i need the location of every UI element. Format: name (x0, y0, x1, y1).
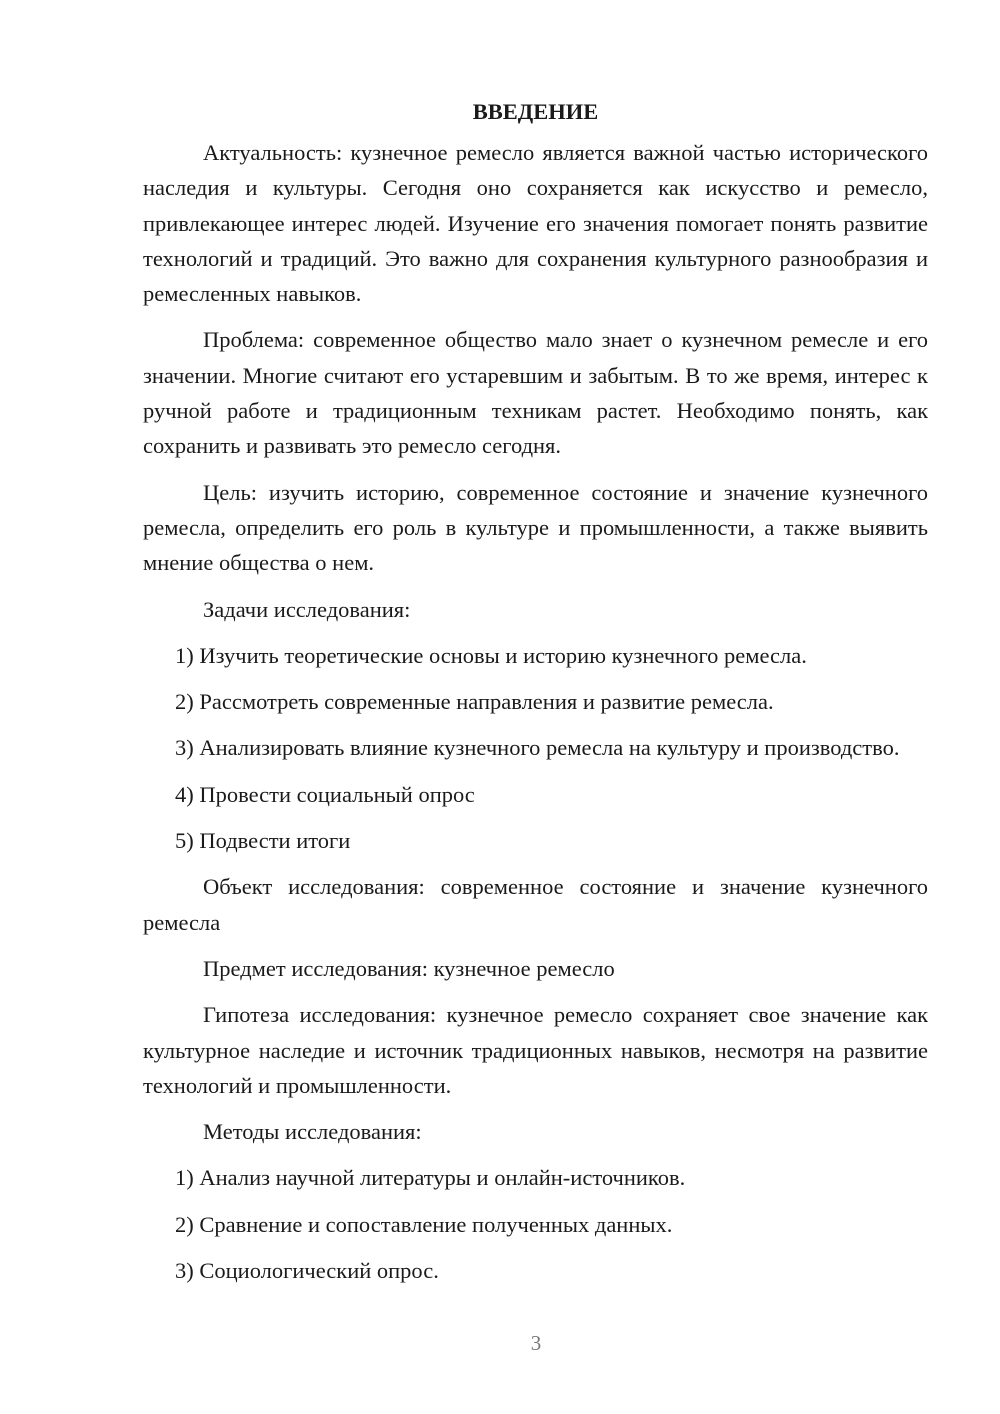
list-item: 3) Социологический опрос. (175, 1258, 439, 1284)
paragraph-object: Объект исследования: современное состояние и значение кузнечного ремесла (143, 874, 928, 935)
paragraph-tasks-heading: Задачи исследования: (203, 596, 411, 622)
paragraph-subject: Предмет исследования: кузнечное ремесло (203, 955, 615, 981)
paragraph-methods-heading: Методы исследования: (203, 1119, 422, 1145)
paragraph-goal: Цель: изучить историю, современное состояние и значение кузнечного ремесла, определить его роль в культуре и промышленности, а также выявить мнение общества о нем. (143, 479, 928, 576)
page-title: ВВЕДЕНИЕ (472, 99, 599, 124)
paragraph-hypothesis: Гипотеза исследования: кузнечное ремесло сохраняет свое значение как культурное наследие и источник традиционных навыков, несмотря на развитие технологий и промышленности. (143, 1002, 928, 1098)
list-item: 2) Сравнение и сопоставление полученных данных. (175, 1211, 673, 1237)
page-number: 3 (530, 1331, 542, 1355)
list-item: 1) Анализ научной литературы и онлайн-источников. (175, 1165, 686, 1191)
paragraph-problem: Проблема: современное общество мало знает о кузнечном ремесле и его значении. Многие считают его устаревшим и забытым. В то же время, интерес к ручной работе и традиционным техникам растет. Необходимо понять, как сохранить и развивать это ремесло сегодня. (143, 327, 928, 459)
list-item: 5) Подвести итоги (175, 828, 351, 854)
list-item: 2) Рассмотреть современные направления и развитие ремесла. (175, 689, 774, 715)
list-item: 1) Изучить теоретические основы и историю кузнечного ремесла. (175, 642, 807, 668)
list-item: 4) Провести социальный опрос (175, 781, 475, 807)
paragraph-relevance: Актуальность: кузнечное ремесло является важной частью исторического наследия и культуры. Сегодня оно сохраняется как искусство и ремесло, привлекающее интерес людей. Изучение его значения помогает понять развитие технологий и традиций. Это важно для сохранения культурного разнообразия и ремесленных навыков. (143, 140, 928, 307)
document-page (143, 94, 928, 1299)
list-item: 3) Анализировать влияние кузнечного ремесла на культуру и производство. (175, 735, 900, 761)
